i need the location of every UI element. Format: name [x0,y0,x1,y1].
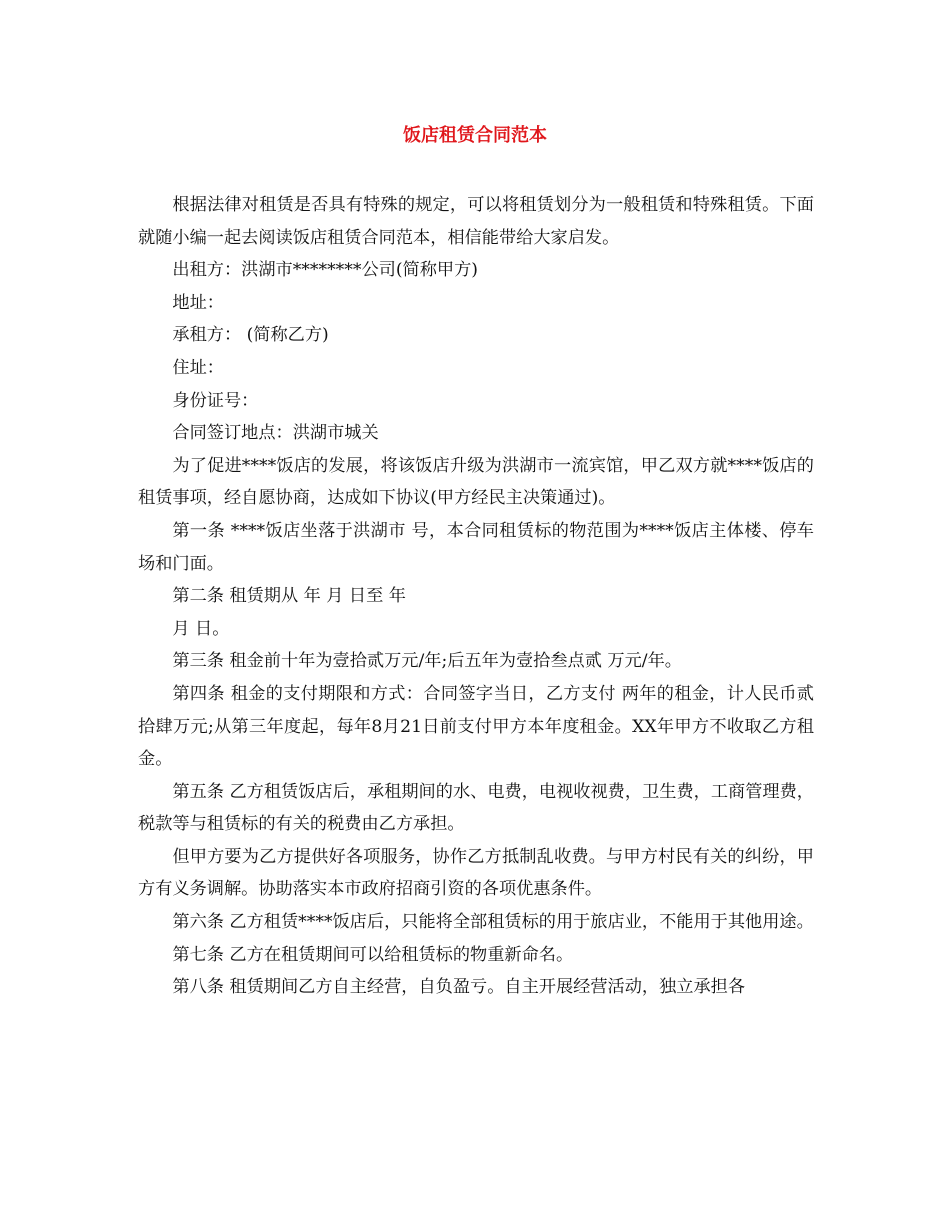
paragraph-intro: 根据法律对租赁是否具有特殊的规定，可以将租赁划分为一般租赁和特殊租赁。下面就随小编一起去阅读饭店租赁合同范本，相信能带给大家启发。 [138,195,814,248]
paragraph-signing-place: 合同签订地点：洪湖市城关 [172,423,379,444]
paragraph-article-2-continued: 月 日。 [172,618,230,639]
paragraph-article-2: 第二条 租赁期从 年 月 日至 年 [172,586,406,607]
paragraph-lessee-address: 住址： [172,357,224,378]
paragraph-article-7: 第七条 乙方在租赁期间可以给租赁标的物重新命名。 [172,944,574,965]
paragraph-article-8: 第八条 租赁期间乙方自主经营，自负盈亏。自主开展经营活动，独立承担各 [172,977,746,998]
paragraph-article-4: 第四条 租金的支付期限和方式：合同签字当日，乙方支付 两年的租金，计人民币贰拾肆万元;从第三年度起，每年8月21日前支付甲方本年度租金。XX年甲方不收取乙方租金。 [138,683,814,770]
paragraph-article-3: 第三条 租金前十年为壹拾贰万元/年;后五年为壹拾叁点贰 万元/年。 [172,651,682,672]
paragraph-article-1: 第一条 ****饭店坐落于洪湖市 号，本合同租赁标的物范围为****饭店主体楼、停车场和门面。 [138,520,814,574]
paragraph-article-5: 第五条 乙方租赁饭店后，承租期间的水、电费，电视收视费，卫生费，工商管理费，税款等与租赁标的有关的税费由乙方承担。 [138,781,814,835]
paragraph-lessor-address: 地址： [172,292,224,313]
paragraph-lessor: 出租方：洪湖市********公司(简称甲方) [172,260,478,281]
paragraph-article-5-continued: 但甲方要为乙方提供好各项服务，协作乙方抵制乱收费。与甲方村民有关的纠纷，甲方有义务调解。协助落实本市政府招商引资的各项优惠条件。 [138,846,814,900]
paragraph-id-number: 身份证号： [172,390,259,411]
paragraph-preamble: 为了促进****饭店的发展，将该饭店升级为洪湖市一流宾馆，甲乙双方就****饭店的租赁事项，经自愿协商，达成如下协议(甲方经民主决策通过)。 [138,455,814,509]
paragraph-article-6: 第六条 乙方租赁****饭店后，只能将全部租赁标的用于旅店业，不能用于其他用途。 [172,912,814,933]
paragraph-lessee: 承租方： (简称乙方) [172,325,329,346]
document-title: 饭店租赁合同范本 [403,125,547,146]
document-body [138,189,814,1004]
